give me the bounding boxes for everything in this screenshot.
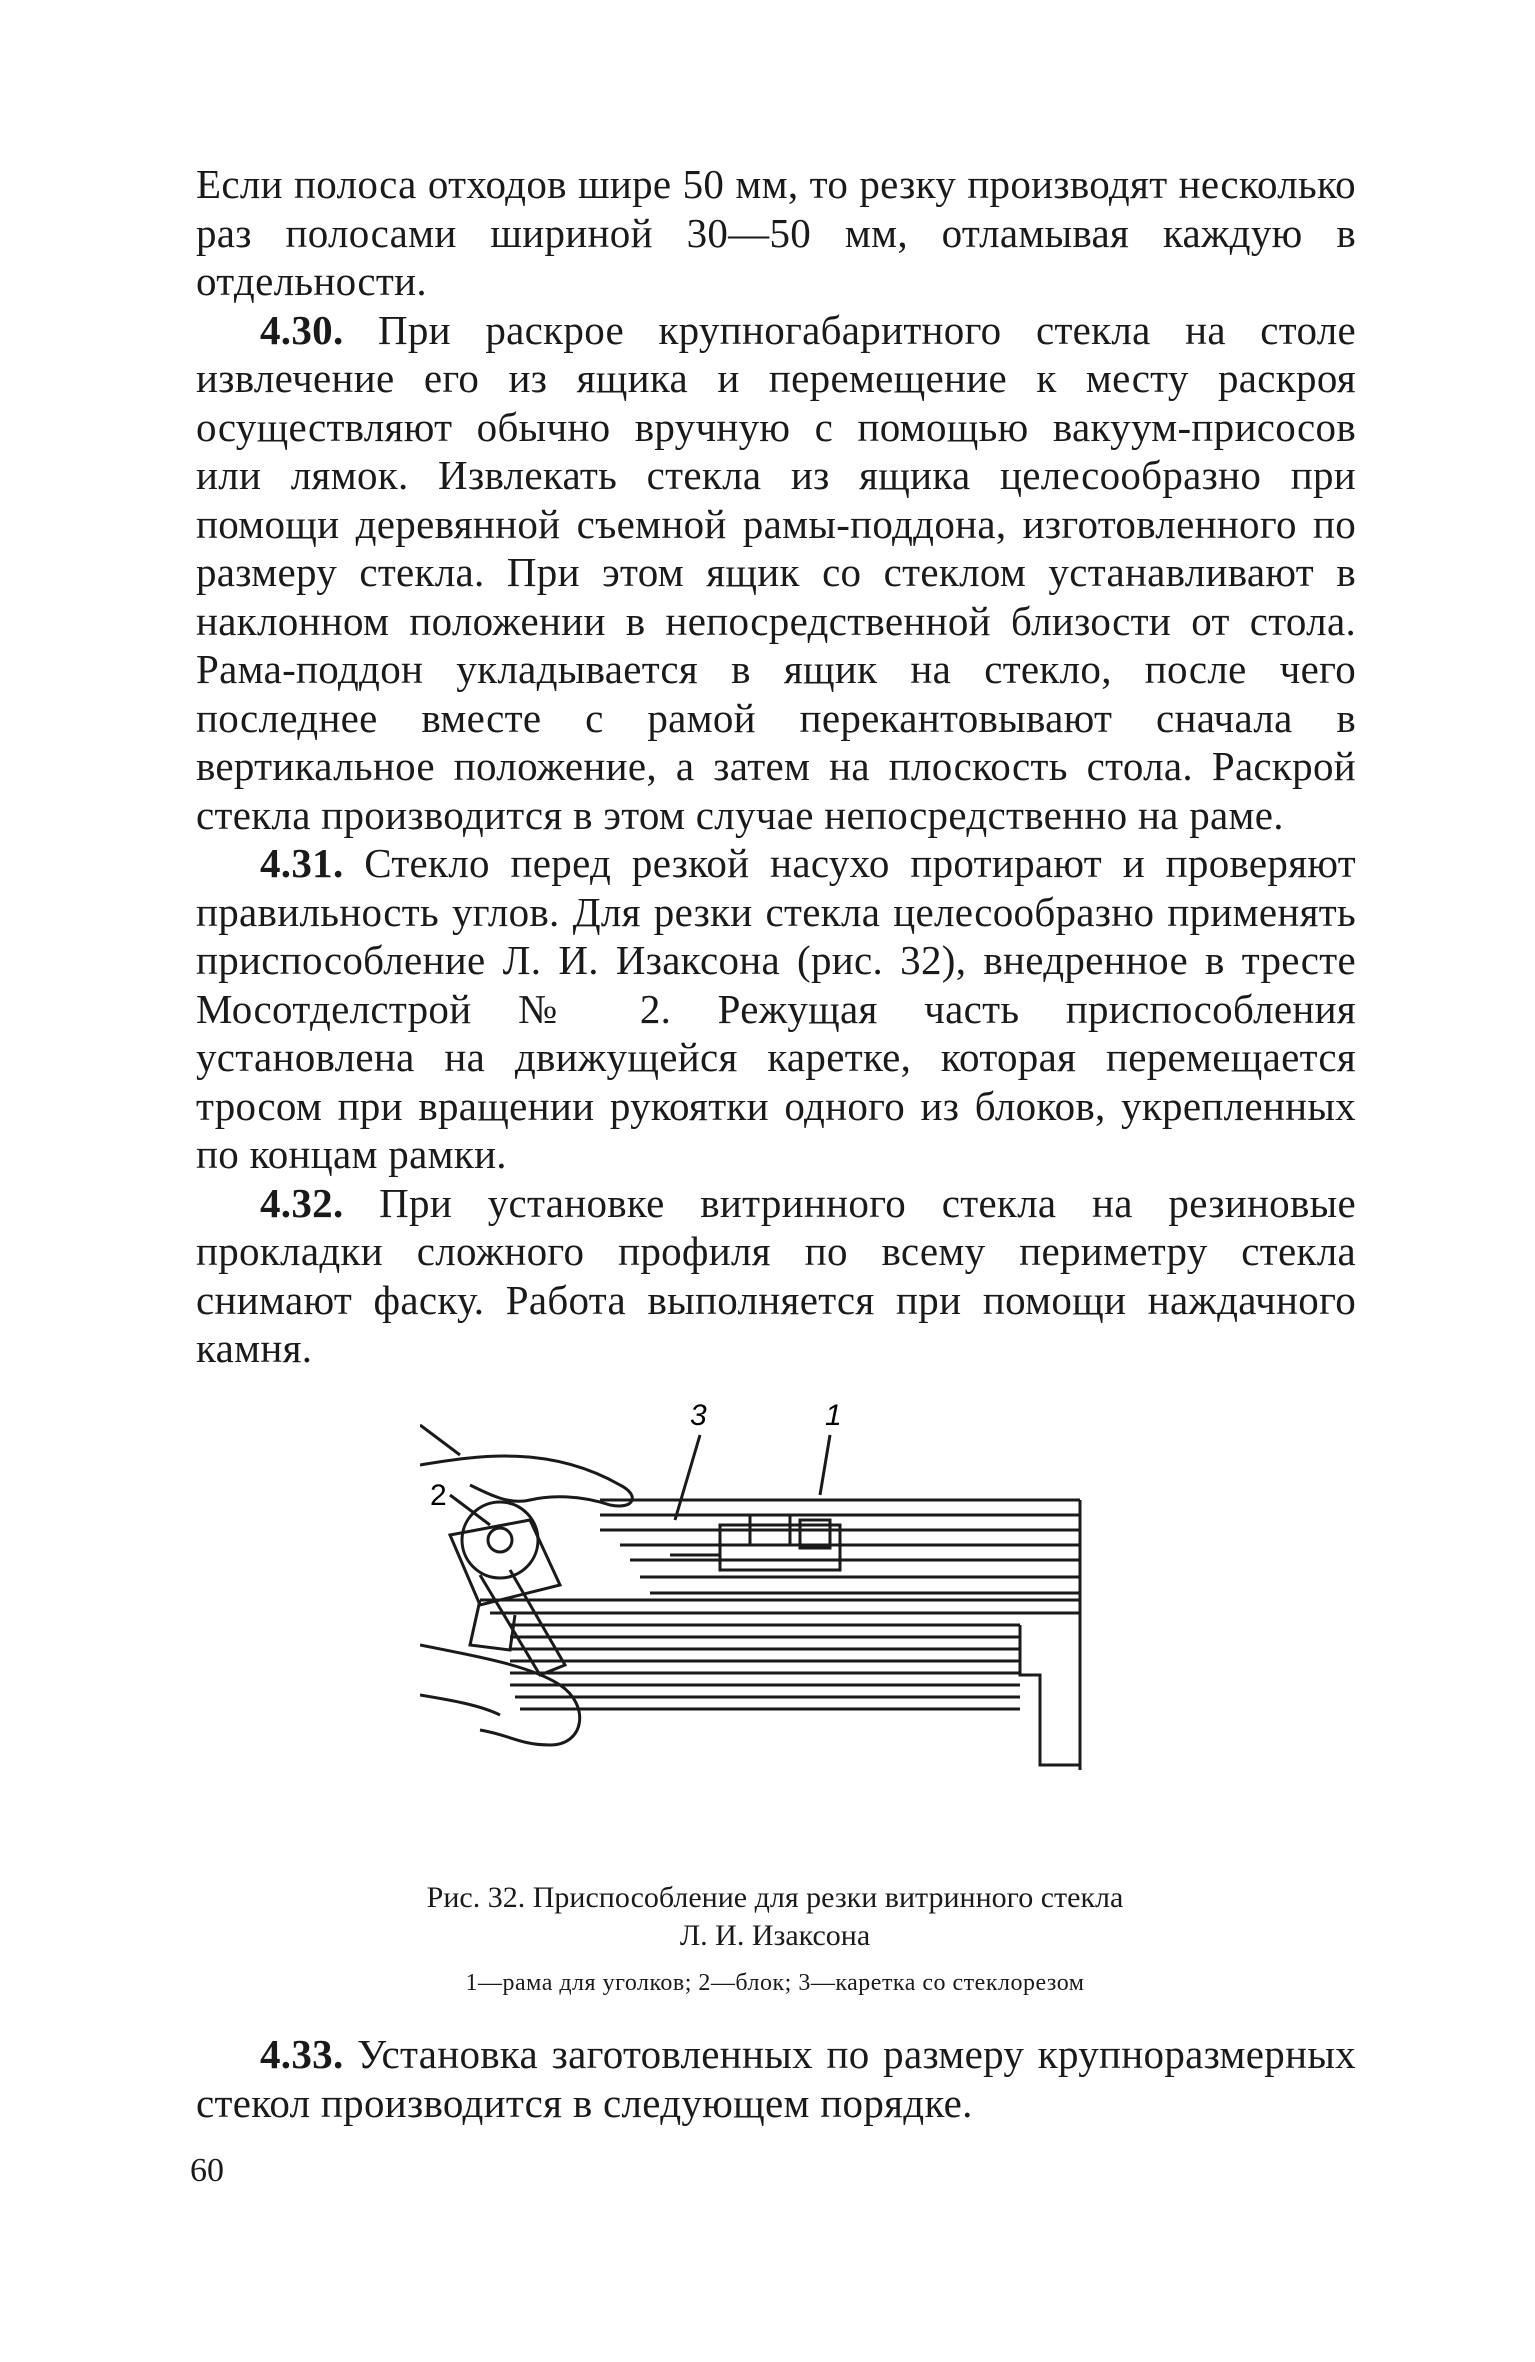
final-text (196, 2030, 1356, 2127)
figure-label-2: 2 (430, 1479, 447, 1512)
paragraph-4-31 (196, 839, 1356, 1179)
section-number: 4.33. (260, 2031, 344, 2077)
paragraph-text: При установке витринного стекла на резиновые прокладки сложного профиля по всему периметру стекла снимают фаску. Работа выполняется при помощи наждачного камня. (196, 1179, 1356, 1371)
figure-label-3: 3 (690, 1399, 707, 1432)
figure-caption-line2: Л. И. Изаксона (679, 1919, 871, 1952)
figure-legend: 1—рама для уголков; 2—блок; 3—каретка со стеклорезом (465, 1970, 1085, 1996)
page-number: 60 (190, 2152, 224, 2189)
paragraph-4-33 (196, 2030, 1356, 2127)
section-number: 4.30. (260, 306, 344, 353)
main-text (196, 160, 1356, 1373)
section-number: 4.32. (260, 1179, 344, 1226)
paragraph-continued: Если полоса отходов шире 50 мм, то резку производят несколько раз полосами шириной 30—50 мм, отламывая каждую в отдельности. (196, 161, 1356, 304)
figure-caption-line1: Рис. 32. Приспособление для резки витринного стекла (426, 1881, 1124, 1914)
figure-label-1: 1 (825, 1399, 842, 1432)
paragraph-text: Стекло перед резкой насухо протирают и проверяют правильность углов. Для резки стекла целесообразно применять приспособление Л. И. Изаксона (рис. 32), внедренное в тресте Мосотделстрой № 2. Режущая часть приспособления установлена на движущейся каретке, которая перемещается тросом при вращении рукоятки одного из блоков, укрепленных по концам рамки. (196, 840, 1356, 1177)
paragraph-text: При раскрое крупногабаритного стекла на столе извлечение его из ящика и перемещение к месту раскроя осуществляют обычно вручную с помощью вакуум-присосов или лямок. Извлекать стекла из ящика целесообразно при помощи деревянной съемной рамы-поддона, изготовленного по размеру стекла. При этом ящик со стеклом устанавливают в наклонном положении в непосредственной близости от стола. Рама-поддон укладывается в ящик на стекло, после чего последнее вместе с рамой перекантовывают сначала в вертикальное положение, а затем на плоскость стола. Раскрой стекла производится в этом случае непосредственно на раме. (196, 306, 1356, 838)
section-number: 4.31. (260, 840, 344, 886)
figure-glass-cutter-illustration (420, 1345, 1120, 1815)
paragraph-text: Установка заготовленных по размеру крупноразмерных стекол производится в следующем порядке. (196, 2031, 1356, 2126)
paragraph-4-30 (196, 306, 1356, 840)
paragraph-4-32 (196, 1179, 1356, 1373)
